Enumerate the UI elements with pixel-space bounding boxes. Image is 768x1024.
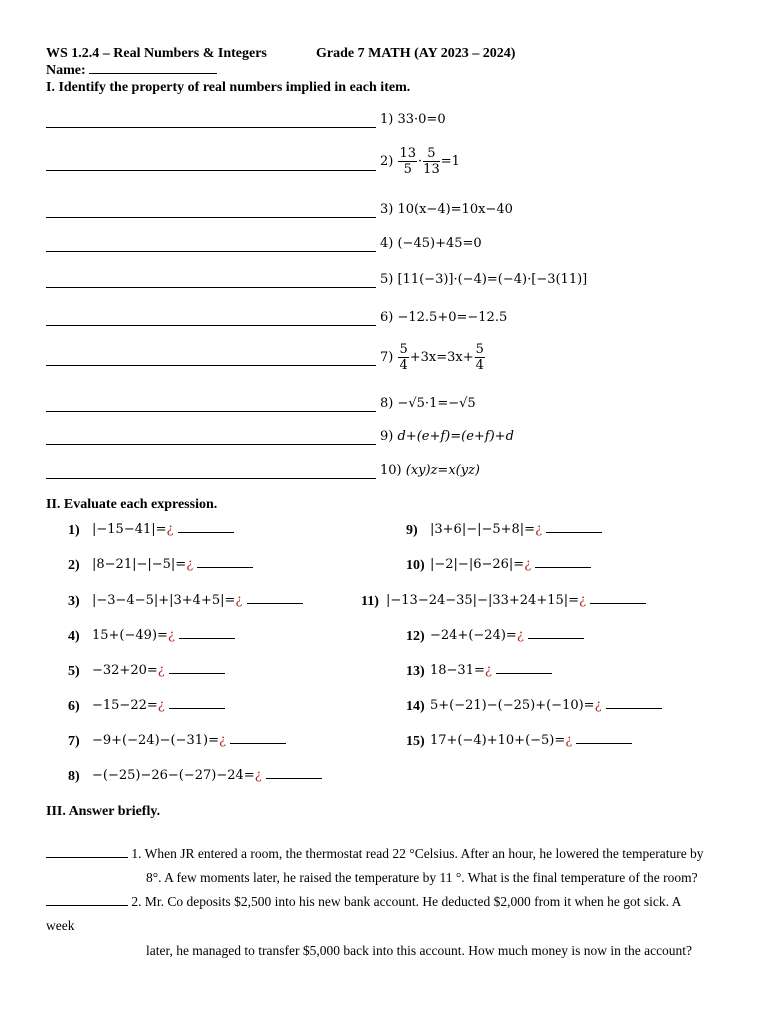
answer-blank-7[interactable] [46,364,376,366]
section1-heading: I. Identify the property of real numbers implied in each item. [46,80,411,95]
property-item-5: 5) [11(−3)]·(−4)=(−4)·[−3(11)] [380,272,588,287]
eval-expr-2: |8−21|−|−5|=¿ [92,557,253,572]
section2-heading: II. Evaluate each expression. [46,497,218,512]
question-2-wrap-word: week [46,918,75,933]
eval-label-4: 4) [68,629,80,644]
eval-label-2: 2) [68,558,80,573]
eval-label-3: 3) [68,594,80,609]
answer-blank-5[interactable] [46,286,376,288]
q1-answer-blank[interactable] [46,856,128,858]
eval-answer-blank[interactable] [266,777,322,779]
question-1-line-2: 8°. A few moments later, he raised the temperature by 11 °. What is the final temperature of the room? [146,870,698,885]
eval-label-1: 1) [68,523,80,538]
eval-answer-blank[interactable] [535,566,591,568]
eval-answer-blank[interactable] [590,602,646,604]
answer-blank-10[interactable] [46,477,376,479]
eval-expr-11: |−13−24−35|−|33+24+15|=¿ [386,593,646,608]
name-field[interactable] [46,63,217,79]
eval-label-5: 5) [68,664,80,679]
eval-answer-blank[interactable] [178,531,234,533]
question-2-line-1: 2. Mr. Co deposits $2,500 into his new bank account. He deducted $2,000 from it when he got sick. A [46,894,681,910]
eval-expr-4: 15+(−49)=¿ [92,628,235,643]
eval-expr-12: −24+(−24)=¿ [430,628,584,643]
property-item-1: 1) 33·0=0 [380,112,446,127]
eval-answer-blank[interactable] [169,672,225,674]
answer-blank-6[interactable] [46,324,376,326]
eval-expr-10: |−2|−|6−26|=¿ [430,557,591,572]
eval-label-12: 12) [406,629,425,644]
property-item-10: 10) (xy)z=x(yz) [380,463,480,478]
property-item-9: 9) d+(e+f)=(e+f)+d [380,429,514,444]
eval-answer-blank[interactable] [576,742,632,744]
eval-label-8: 8) [68,769,80,784]
property-item-6: 6) −12.5+0=−12.5 [380,310,508,325]
property-item-8: 8) −√5·1=−√5 [380,396,476,411]
answer-blank-3[interactable] [46,216,376,218]
q2-answer-blank[interactable] [46,904,128,906]
answer-blank-1[interactable] [46,126,376,128]
name-blank[interactable] [89,72,217,74]
eval-answer-blank[interactable] [169,707,225,709]
eval-expr-8: −(−25)−26−(−27)−24=¿ [92,768,322,783]
answer-blank-8[interactable] [46,410,376,412]
property-item-2: 2) $\frac{13}{5}$ · $\frac{5}{13}$ =1 [380,146,460,177]
eval-answer-blank[interactable] [496,672,552,674]
eval-label-6: 6) [68,699,80,714]
eval-answer-blank[interactable] [230,742,286,744]
eval-expr-7: −9+(−24)−(−31)=¿ [92,733,286,748]
property-item-7: 7) $\frac{5}{4}$ +3x=3x+ $\frac{5}{4}$ [380,342,484,373]
worksheet-title: WS 1.2.4 – Real Numbers & Integers [46,46,267,61]
question-2-line-2: later, he managed to transfer $5,000 back into this account. How much money is now in the account? [146,943,693,958]
eval-label-13: 13) [406,664,425,679]
question-1-line-1: 1. When JR entered a room, the thermostat read 22 °Celsius. After an hour, he lowered the temperature by [46,846,704,862]
answer-blank-9[interactable] [46,443,376,445]
eval-label-11: 11) [361,594,379,609]
property-item-3: 3) 10(x−4)=10x−40 [380,202,513,217]
eval-label-10: 10) [406,558,425,573]
eval-answer-blank[interactable] [546,531,602,533]
eval-expr-14: 5+(−21)−(−25)+(−10)=¿ [430,698,662,713]
property-item-4: 4) (−45)+45=0 [380,236,482,251]
eval-answer-blank[interactable] [179,637,235,639]
eval-expr-13: 18−31=¿ [430,663,552,678]
name-label: Name: [46,63,86,78]
section3-heading: III. Answer briefly. [46,804,161,819]
eval-answer-blank[interactable] [197,566,253,568]
eval-expr-1: |−15−41|=¿ [92,522,234,537]
answer-blank-2[interactable] [46,169,376,171]
eval-label-9: 9) [406,523,418,538]
eval-answer-blank[interactable] [606,707,662,709]
eval-expr-3: |−3−4−5|+|3+4+5|=¿ [92,593,303,608]
eval-label-15: 15) [406,734,425,749]
eval-expr-15: 17+(−4)+10+(−5)=¿ [430,733,632,748]
eval-label-7: 7) [68,734,80,749]
eval-label-14: 14) [406,699,425,714]
eval-expr-9: |3+6|−|−5+8|=¿ [430,522,602,537]
grade-label: Grade 7 MATH (AY 2023 – 2024) [316,46,516,61]
eval-answer-blank[interactable] [247,602,303,604]
eval-expr-6: −15−22=¿ [92,698,225,713]
answer-blank-4[interactable] [46,250,376,252]
eval-expr-5: −32+20=¿ [92,663,225,678]
eval-answer-blank[interactable] [528,637,584,639]
